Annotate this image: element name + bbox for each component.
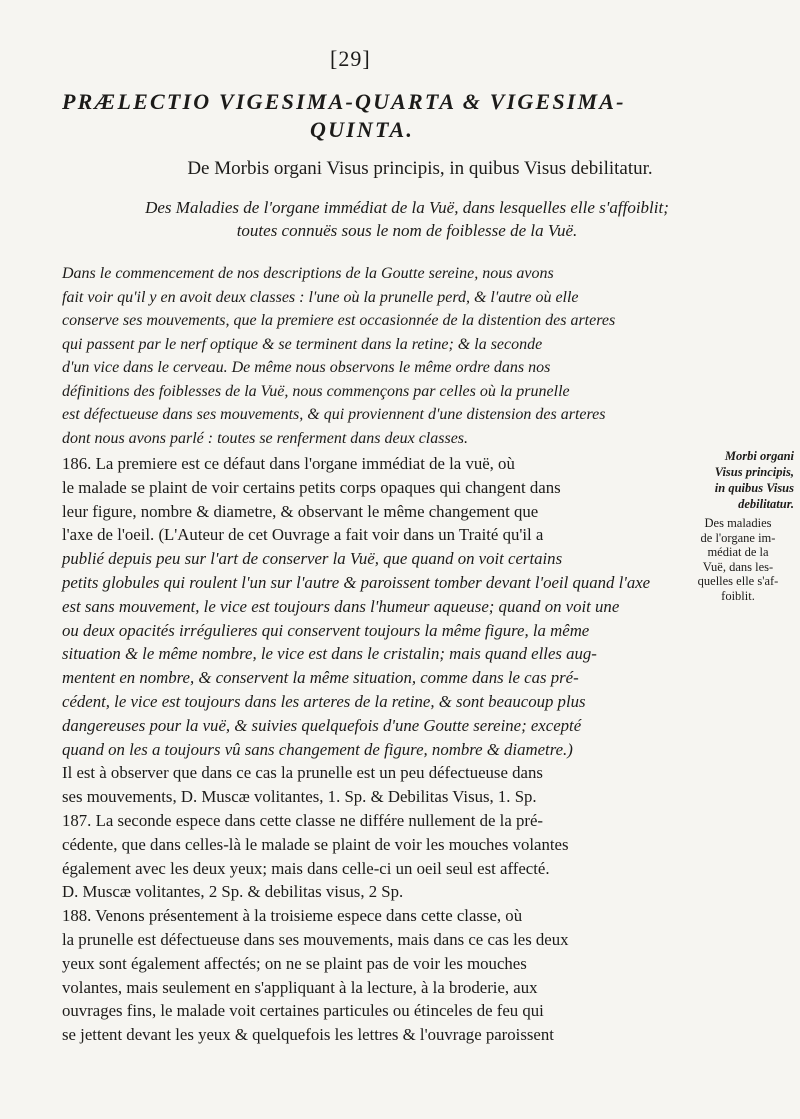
margin-latin-line: Visus principis,	[714, 465, 794, 479]
body-line: cédente, que dans celles-là le malade se plaint de voir les mouches volantes	[62, 834, 569, 854]
margin-note-latin	[684, 448, 794, 512]
body-line: quand on les a toujours vû sans changement de figure, nombre & diametre.)	[62, 739, 573, 759]
body-line: ou deux opacités irrégulieres qui conservent toujours la même figure, la même	[62, 620, 590, 640]
body-line: 187. La seconde espece dans cette classe ne différe nullement de la pré-	[62, 810, 543, 830]
body-line: 186. La premiere est ce défaut dans l'organe immédiat de la vuë, où	[62, 454, 515, 473]
body-line: 188. Venons présentement à la troisieme espece dans cette classe, où	[62, 906, 523, 926]
body-line: la prunelle est défectueuse dans ses mouvements, mais dans ce cas les deux	[62, 929, 569, 949]
body-line: D. Muscæ volitantes, 2 Sp. & debilitas visus, 2 Sp.	[62, 882, 404, 902]
margin-latin-line: in quibus Visus	[714, 481, 794, 495]
intro-line: conserve ses mouvements, que la premiere est occasionnée de la distention des arteres	[62, 312, 616, 329]
body-line: yeux sont également affectés; on ne se plaint pas de voir les mouches	[62, 953, 527, 973]
french-subtitle-line-1: Des Maladies de l'organe immédiat de la Vuë, dans lesquelles elle s'affoiblit;	[145, 198, 669, 217]
body-line: mentent en nombre, & conservent la même situation, comme dans le cas pré-	[62, 668, 579, 688]
margin-french-line: Vuë, dans les-	[702, 559, 774, 574]
latin-subtitle: De Morbis organi Visus principis, in quibus Visus debilitatur.	[187, 158, 653, 179]
body-line: est sans mouvement, le vice est toujours dans l'humeur aqueuse; quand on voit une	[62, 596, 620, 616]
margin-french-line: de l'organe im-	[700, 530, 776, 545]
margin-latin-line: debilitatur.	[738, 497, 794, 511]
intro-paragraph	[62, 262, 756, 450]
margin-latin-line: Morbi organi	[724, 449, 794, 463]
body-line: leur figure, nombre & diametre, & observant le même changement que	[62, 501, 539, 521]
margin-french-line: Des maladies	[704, 516, 772, 530]
page-number: [29]	[330, 46, 371, 71]
body-line: dangereuses pour la vuë, & suivies quelquefois d'une Goutte sereine; excepté	[62, 715, 582, 735]
intro-line: fait voir qu'il y en avoit deux classes : l'une où la prunelle perd, & l'autre où elle	[62, 288, 579, 306]
body-line: publié depuis peu sur l'art de conserver la Vuë, que quand on voit certains	[62, 549, 563, 569]
body-line: Il est à observer que dans ce cas la prunelle est un peu défectueuse dans	[62, 763, 543, 783]
title-line-1: PRÆLECTIO VIGESIMA-QUARTA & VIGESIMA-	[62, 89, 626, 114]
body-line: situation & le même nombre, le vice est dans le cristalin; mais quand elles aug-	[62, 644, 597, 664]
body-line: se jettent devant les yeux & quelquefois les lettres & l'ouvrage paroissent	[62, 1025, 554, 1045]
intro-line: dont nous avons parlé : toutes se renferment dans deux classes.	[62, 429, 469, 447]
body-line: cédent, le vice est toujours dans les arteres de la retine, & sont beaucoup plus	[62, 691, 586, 711]
body-text	[62, 452, 680, 1047]
intro-line: est défectueuse dans ses mouvements, & qui proviennent d'une distension des arteres	[62, 406, 606, 423]
body-line: petits globules qui roulent l'un sur l'autre & paroissent tomber devant l'oeil quand l'axe	[62, 572, 651, 592]
intro-line: qui passent par le nerf optique & se terminent dans la retine; & la seconde	[62, 335, 543, 353]
margin-french-line: quelles elle s'af-	[697, 574, 779, 588]
body-line: l'axe de l'oeil. (L'Auteur de cet Ouvrage a fait voir dans un Traité qu'il a	[62, 525, 544, 545]
title-line-2: QUINTA.	[310, 117, 415, 142]
french-subtitle-line-2: toutes connuës sous le nom de foiblesse de la Vuë.	[236, 221, 578, 240]
intro-line: définitions des foiblesses de la Vuë, nous commençons par celles où la prunelle	[62, 382, 570, 400]
lecture-title	[62, 88, 752, 144]
body-line: ses mouvements, D. Muscæ volitantes, 1. Sp. & Debilitas Visus, 1. Sp.	[62, 787, 537, 807]
intro-line: d'un vice dans le cerveau. De même nous observons le même ordre dans nos	[62, 359, 551, 376]
intro-line: Dans le commencement de nos descriptions de la Goutte sereine, nous avons	[62, 265, 554, 282]
body-line: le malade se plaint de voir certains petits corps opaques qui changent dans	[62, 477, 561, 497]
body-line: également avec les deux yeux; mais dans celle-ci un oeil seul est affecté.	[62, 858, 550, 878]
body-line: ouvrages fins, le malade voit certaines particules ou étinceles de feu qui	[62, 1001, 544, 1021]
body-line: volantes, mais seulement en s'appliquant à la lecture, à la broderie, aux	[62, 977, 538, 997]
margin-french-line: foiblit.	[721, 588, 755, 603]
margin-french-line: médiat de la	[707, 545, 769, 559]
french-subtitle	[62, 196, 752, 242]
margin-note-french	[684, 516, 792, 603]
